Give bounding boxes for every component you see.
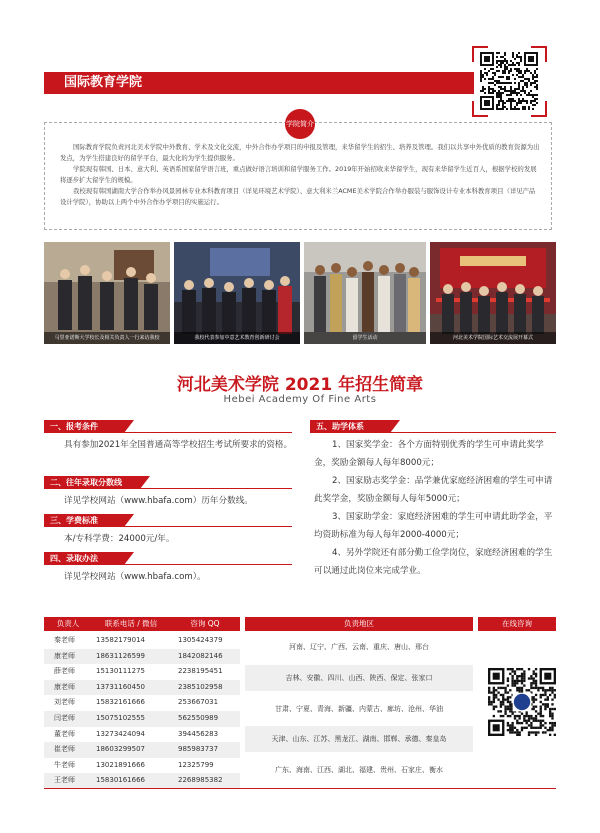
- contact-phone: 13731160450: [96, 682, 145, 691]
- region-cell: 吉林、安徽、四川、山西、陕西、保定、张家口: [245, 665, 473, 691]
- table-row: [44, 742, 240, 758]
- table-row: [44, 633, 240, 649]
- photo-caption: 河北美术学院国际艺术交流展开幕式: [430, 332, 556, 344]
- contact-qq: 12325799: [178, 760, 214, 769]
- bottom-divider: [44, 788, 556, 789]
- qr-code-icon[interactable]: [488, 668, 556, 736]
- photo-caption: 马里亚诺斯大学校长及相关负责人一行来访我校: [44, 332, 170, 344]
- table-row: [44, 711, 240, 727]
- photo-caption: 留学生活动: [304, 332, 426, 344]
- contact-phone: 13021891666: [96, 760, 145, 769]
- contact-name: 秦老师: [54, 636, 75, 644]
- photo-seminar: [174, 242, 300, 344]
- table-row: [44, 649, 240, 665]
- contact-phone: 15075102555: [96, 714, 145, 722]
- contact-qq: 985983737: [178, 745, 219, 754]
- sub-title: Hebei Academy Of Fine Arts: [223, 394, 377, 405]
- section-divider: [310, 432, 556, 433]
- aid-item-3: 3、国家助学金：家庭经济困难的学生可申请此助学金，平均资助标准为每人每年2000-4000元；: [314, 512, 553, 540]
- contact-phone: 15130111275: [96, 667, 145, 676]
- section-divider: [44, 432, 292, 433]
- contact-qq: 2268985382: [178, 776, 223, 785]
- section-head-1: 一、报考条件: [44, 420, 124, 433]
- contact-name: 牛老师: [54, 760, 75, 769]
- contact-qq: 2238195451: [178, 667, 223, 676]
- intro-paragraph: 我校现有韩国湖南大学合作举办风景园林专业本科教育项目（详见环境艺术学院）、意大利米兰ACME美术学院合作举办服装与服饰设计专业本科教育项目（详见产品设计学院），协助以上两个中外合作办学项目的实施运行。: [60, 187, 536, 206]
- contact-phone: 15832161666: [96, 698, 145, 707]
- main-title: 河北美术学院 2021 年招生简章: [176, 375, 424, 395]
- table-row: [44, 664, 240, 680]
- contact-phone: 18603299507: [96, 745, 145, 754]
- col-header-online: 在线咨询: [502, 619, 532, 628]
- table-row: [44, 695, 240, 711]
- photo-image: [174, 242, 300, 344]
- col-header-name: 负责人: [56, 619, 80, 628]
- contact-phone: 13273424094: [96, 729, 145, 738]
- section-body-2: 详见学校网站（www.hbafa.com）历年分数线。: [64, 496, 253, 506]
- table-row: [44, 680, 240, 696]
- contact-phone: 13582179014: [96, 636, 145, 644]
- section-body-4: 详见学校网站（www.hbafa.com）。: [64, 572, 206, 582]
- section-body-3: 本/专科学费：24000元/年。: [64, 534, 175, 544]
- contact-name: 康老师: [54, 682, 75, 691]
- photo-image: [430, 242, 556, 344]
- section-divider: [44, 488, 292, 489]
- photo-image: [44, 242, 170, 344]
- contact-name: 崔老师: [54, 745, 75, 754]
- photo-caption: 我校代表参加中意艺术教育创新研讨会: [174, 332, 300, 344]
- contact-qq: 394456283: [178, 729, 219, 738]
- aid-item-4: 4、另外学院还有部分勤工俭学岗位，家庭经济困难的学生可以通过此岗位来完成学业。: [314, 548, 553, 576]
- contact-phone: 15830161666: [96, 776, 145, 785]
- section-divider: [44, 564, 292, 565]
- col-header-region: 负责地区: [344, 619, 374, 628]
- section-divider: [44, 526, 292, 527]
- region-cell: 甘肃、宁夏、青海、新疆、内蒙古、廊坊、沧州、华油: [275, 704, 443, 713]
- section-body-1: 具有参加2021年全国普通高等学校招生考试所要求的资格。: [64, 440, 293, 450]
- col-header-phone: 联系电话 / 微信: [104, 619, 158, 628]
- photo-students: [304, 242, 426, 344]
- photo-image: [304, 242, 426, 344]
- intro-badge: 学院简介: [285, 109, 315, 139]
- table-row: [44, 773, 240, 789]
- contact-qq: 1842082146: [178, 651, 223, 660]
- col-header-qq: 咨询 QQ: [190, 619, 220, 628]
- contact-name: 薛老师: [54, 667, 75, 676]
- contact-name: 董老师: [54, 729, 75, 738]
- contact-name: 刘老师: [54, 698, 75, 707]
- table-row: [44, 758, 240, 774]
- intro-text: [60, 142, 540, 208]
- contact-qq: 562550989: [178, 714, 219, 722]
- table-row: [44, 727, 240, 743]
- contact-qq: 253667031: [178, 698, 219, 707]
- section-head-5: 五、助学体系: [310, 420, 390, 433]
- region-cell: 河南、辽宁、广西、云南、重庆、唐山、邢台: [289, 643, 429, 651]
- contact-phone: 18631126599: [96, 651, 145, 660]
- section-head-2: 二、往年录取分数线: [44, 476, 140, 489]
- contact-qq: 1305424379: [178, 636, 223, 644]
- photo-exhibition: [430, 242, 556, 344]
- section-head-4: 四、录取办法: [44, 552, 124, 565]
- contact-name: 康老师: [54, 651, 75, 660]
- aid-item-2: 2、国家励志奖学金：品学兼优家庭经济困难的学生可申请此奖学金，奖励金额每人每年5000元；: [314, 476, 553, 504]
- qr-code-icon[interactable]: [480, 52, 538, 110]
- region-cell: 天津、山东、江苏、黑龙江、湖南、邯郸、承德、秦皇岛: [245, 726, 473, 752]
- intro-paragraph: 国际教育学院负责河北美术学院中外教育、学术及文化交流，中外合作办学项目的申报及管理，来华留学生的招生、培养及管理。我们以共享中外优质的教育资源为出发点，为学生搭建良好的留学平台，最大化的为学生提供服务。: [60, 143, 540, 162]
- photo-visit: [44, 242, 170, 344]
- aid-item-1: 1、国家奖学金：各个方面特别优秀的学生可申请此奖学金，奖励金额每人每年8000元；: [314, 440, 544, 468]
- header-title: 国际教育学院: [64, 75, 143, 90]
- contact-name: 王老师: [54, 776, 75, 785]
- section-head-3: 三、学费标准: [44, 514, 124, 527]
- intro-paragraph: 学院现有韩国、日本、意大利、英语系国家留学语言班，重点做好语言培训和留学服务工作。2019年开始招收来华留学生，现有来华留学生近百人，根据学校的发展将逐步扩大留学生的规模。: [60, 165, 537, 184]
- region-cell: 广东、海南、江西、湖北、福建、贵州、石家庄、衡水: [275, 766, 443, 775]
- contact-name: 闫老师: [54, 714, 75, 722]
- contact-qq: 2385102958: [178, 682, 223, 691]
